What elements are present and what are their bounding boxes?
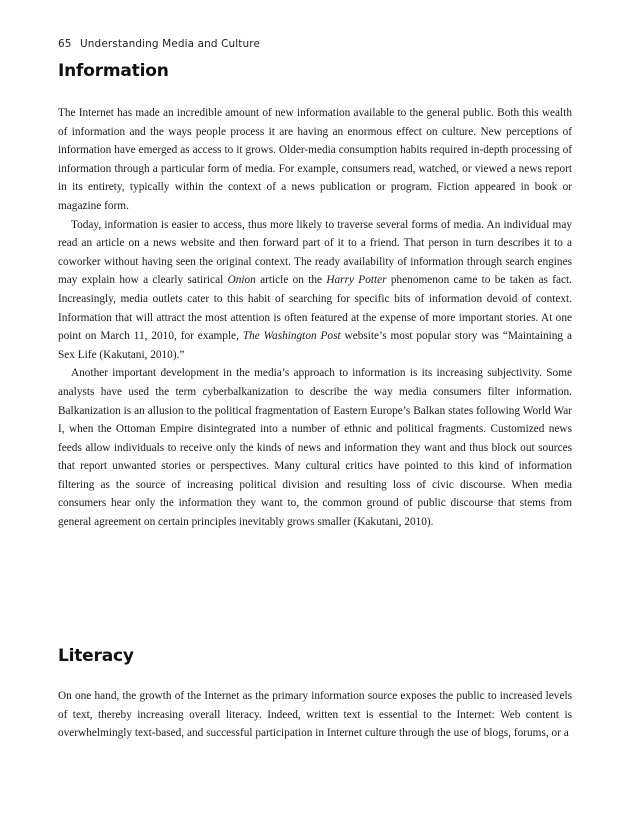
- section-title-literacy: Literacy: [58, 646, 134, 666]
- section-title-information: Information: [58, 61, 169, 81]
- page-number: 65: [58, 38, 72, 50]
- italic-term: The Washington Post: [242, 330, 341, 343]
- italic-term: Harry Potter: [326, 274, 387, 287]
- literacy-body: [58, 687, 572, 743]
- book-title: Understanding Media and Culture: [80, 38, 261, 50]
- text-run: article on the: [255, 274, 327, 287]
- paragraph: Another important development in the media’s approach to information is its increasing subjectivity. Some analysts have used the term cyberbalkanization to describe the way media consumers filter information. Balkanization is an allusion to the political fragmentation of Eastern Europe’s Balkan states following World War I, when the Ottoman Empire disintegrated into a number of ethnic and political fragments. Customized news feeds allow individuals to receive only the kinds of news and information they want and thus block out sources that report unwanted stories or perspectives. Many cultural critics have pointed to this kind of information filtering as the source of increasing political division and resulting loss of civic discourse. When media consumers hear only the information they want to, the common ground of public discourse that stems from general agreement on certain principles inevitably grows smaller (Kakutani, 2010).: [58, 367, 572, 529]
- italic-term: Onion: [227, 274, 256, 287]
- text-run: Today, information is easier to access, thus more likely to traverse several forms of media. An individual may read an article on a news website and then forward part of it to a friend. That person in turn describes it to a coworker without having seen the original context. The ready availability of information through search engines may explain how a clearly satirical: [58, 218, 572, 287]
- text-run: phenomenon came to be taken as fact. Increasingly, media outlets cater to this habit of searching for specific bits of information devoid of context. Information that will attract the most attention is often featured at the expense of more important stories. At one point on March 11, 2010, for example,: [58, 274, 572, 343]
- text-run: website’s most popular story was “Maintaining a Sex Life (Kakutani, 2010).”: [58, 330, 572, 361]
- paragraph: [58, 216, 572, 365]
- paragraph: On one hand, the growth of the Internet as the primary information source exposes the public to increased levels of text, thereby increasing overall literacy. Indeed, written text is essential to the Internet: Web content is overwhelmingly text-based, and successful participation in Internet culture through the use of blogs, forums, or a: [58, 690, 572, 740]
- paragraph: The Internet has made an incredible amount of new information available to the general public. Both this wealth of information and the ways people process it are having an enormous effect on culture. New perceptions of information have emerged as access to it grows. Older-media consumption habits required in-depth processing of information through a particular form of media. For example, consumers read, watched, or viewed a news report in its entirety, typically within the context of a news publication or program. Fiction appeared in book or magazine form.: [58, 107, 572, 212]
- running-header: [58, 38, 260, 50]
- information-body: [58, 104, 572, 532]
